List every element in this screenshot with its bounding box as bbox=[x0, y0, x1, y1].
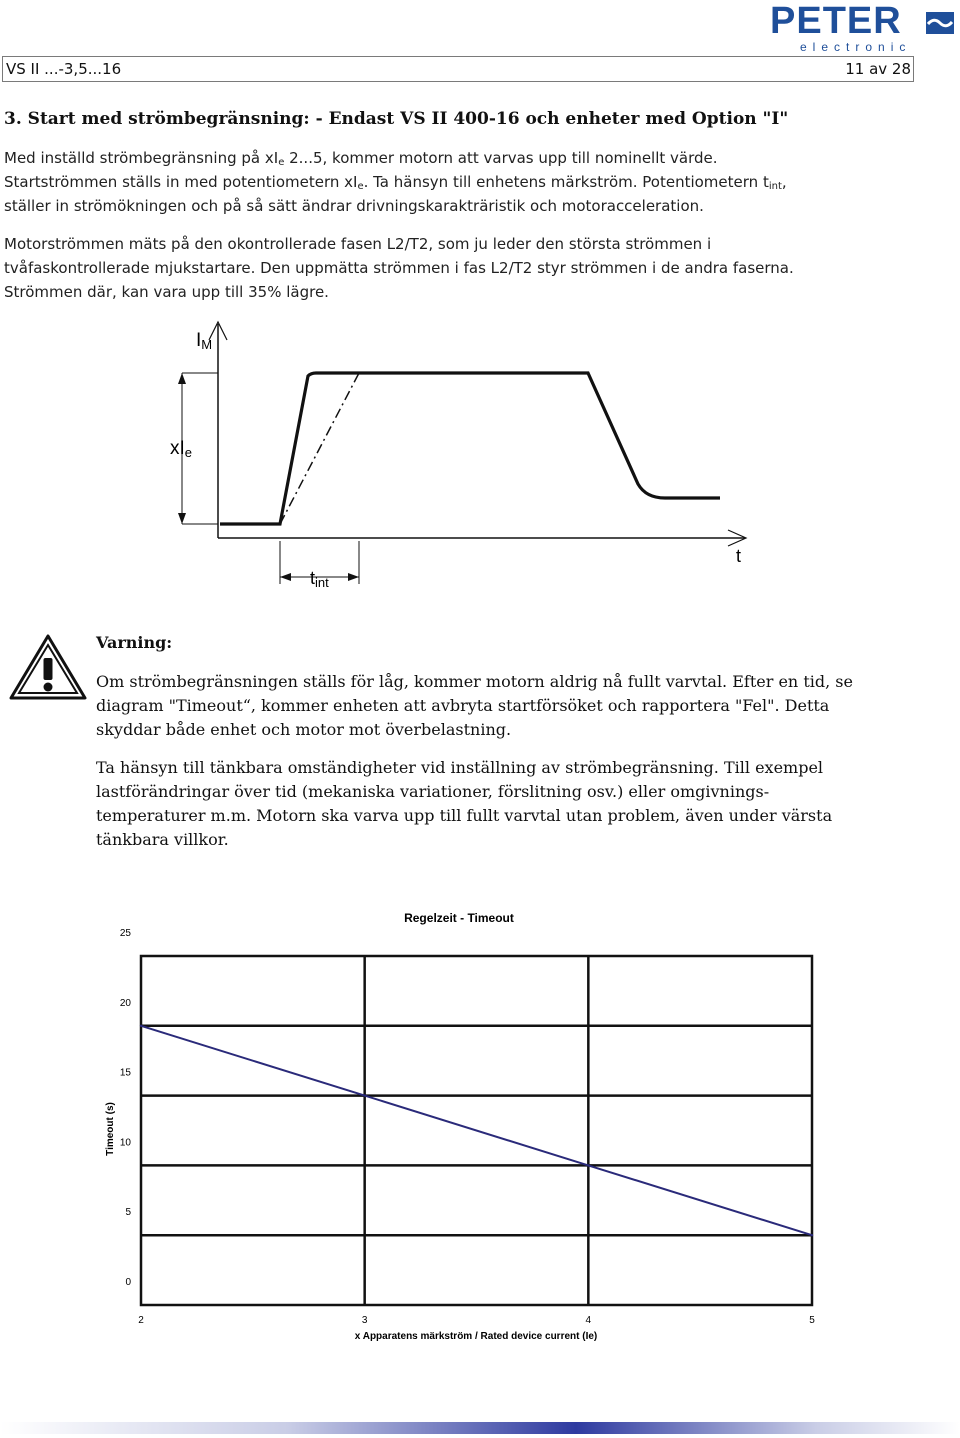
ramp-reference-line bbox=[280, 373, 359, 524]
measure-line-1: Motorströmmen mäts på den okontrollerade fasen L2/T2, som ju leder den största strömmen i bbox=[4, 235, 712, 253]
series-point bbox=[363, 1094, 365, 1096]
warning-triangle-icon bbox=[8, 632, 88, 702]
warning-p1-line-2: diagram "Timeout“, kommer enheten att avbryta startförsöket och rapportera "Fel". Detta bbox=[96, 696, 830, 715]
intro-line-1: Med inställd strömbegränsning på $xI_e$ 2...5, kommer motorn att varvas upp till nominellt värde. bbox=[4, 149, 718, 168]
logo-sub-text: electronic bbox=[800, 40, 912, 54]
y-tick-label: 15 bbox=[119, 1067, 131, 1079]
logo-brand-text: PETER bbox=[770, 0, 902, 42]
level-arrow-down bbox=[178, 513, 186, 524]
page-header bbox=[2, 56, 914, 82]
timeout-chart bbox=[96, 900, 836, 1350]
warning-title: Varning: bbox=[96, 633, 173, 652]
x-tick-label: 3 bbox=[361, 1315, 368, 1326]
series-line bbox=[141, 1026, 812, 1235]
level-arrow-up bbox=[178, 373, 186, 384]
measure-line-3: Strömmen där, kan vara upp till 35% lägre. bbox=[4, 283, 329, 301]
ramp-label: tint bbox=[310, 568, 329, 590]
warning-p2-line-3: temperaturer m.m. Motorn ska varva upp till fullt varvtal utan problem, även under värsta bbox=[96, 806, 833, 825]
wave-logo-icon bbox=[926, 12, 954, 34]
company-logo bbox=[770, 0, 956, 54]
y-tick-label: 5 bbox=[125, 1207, 131, 1219]
level-label: xIe bbox=[170, 438, 193, 460]
chart-xlabel: x Apparatens märkström / Rated device current (Ie) bbox=[354, 1331, 598, 1342]
doc-id: VS II ...-3,5...16 bbox=[6, 60, 122, 78]
section-heading: 3. Start med strömbegränsning: - Endast VS II 400-16 och enheter med Option "I" bbox=[4, 109, 789, 129]
warning-p1-line-3: skyddar både enhet och motor mot överbelastning. bbox=[96, 720, 512, 739]
x-axis-label: t bbox=[736, 546, 742, 566]
chart-title: Regelzeit - Timeout bbox=[404, 911, 514, 925]
chart-ylabel: Timeout (s) bbox=[105, 1102, 116, 1156]
footer-bar bbox=[0, 1422, 960, 1434]
y-tick-label: 25 bbox=[119, 928, 131, 939]
intro-line-2: Startströmmen ställs in med potentiometern $xI_e$. Ta hänsyn till enhetens märkström. Potentiometern $t_{int}$, bbox=[4, 173, 787, 192]
chart-series bbox=[140, 1025, 813, 1237]
x-tick-label: 2 bbox=[138, 1315, 144, 1326]
intro-line-3: ställer in strömökningen och på så sätt ändrar drivningskarakträristik och motoracceleration. bbox=[4, 197, 704, 215]
current-limit-diagram bbox=[160, 316, 760, 606]
warning-p1-line-1: Om strömbegränsningen ställs för låg, kommer motorn aldrig nå fullt varvtal. Efter en tid, se bbox=[96, 672, 853, 691]
measure-line-2: tvåfaskontrollerade mjukstartare. Den uppmätta strömmen i fas L2/T2 styr strömmen i de andra faserna. bbox=[4, 259, 794, 277]
x-tick-label: 5 bbox=[809, 1315, 815, 1326]
series-point bbox=[140, 1025, 142, 1027]
x-tick-label: 4 bbox=[585, 1315, 592, 1326]
tint-arrow-left bbox=[280, 573, 291, 581]
current-curve bbox=[220, 373, 720, 524]
tint-arrow-right bbox=[348, 573, 359, 581]
y-tick-label: 20 bbox=[119, 997, 131, 1009]
warning-p2-line-2: lastförändringar över tid (mekaniska variationer, förslitning osv.) eller omgivnings- bbox=[96, 782, 770, 801]
page-number: 11 av 28 bbox=[845, 60, 911, 78]
warning-p2-line-4: tänkbara villkor. bbox=[96, 830, 229, 849]
series-point bbox=[587, 1164, 589, 1166]
series-point bbox=[811, 1234, 813, 1236]
y-axis-label: IM bbox=[196, 330, 213, 352]
y-tick-label: 10 bbox=[119, 1137, 131, 1149]
warning-p2-line-1: Ta hänsyn till tänkbara omständigheter vid inställning av strömbegränsning. Till exempel bbox=[96, 758, 824, 777]
y-tick-label: 0 bbox=[125, 1277, 131, 1288]
